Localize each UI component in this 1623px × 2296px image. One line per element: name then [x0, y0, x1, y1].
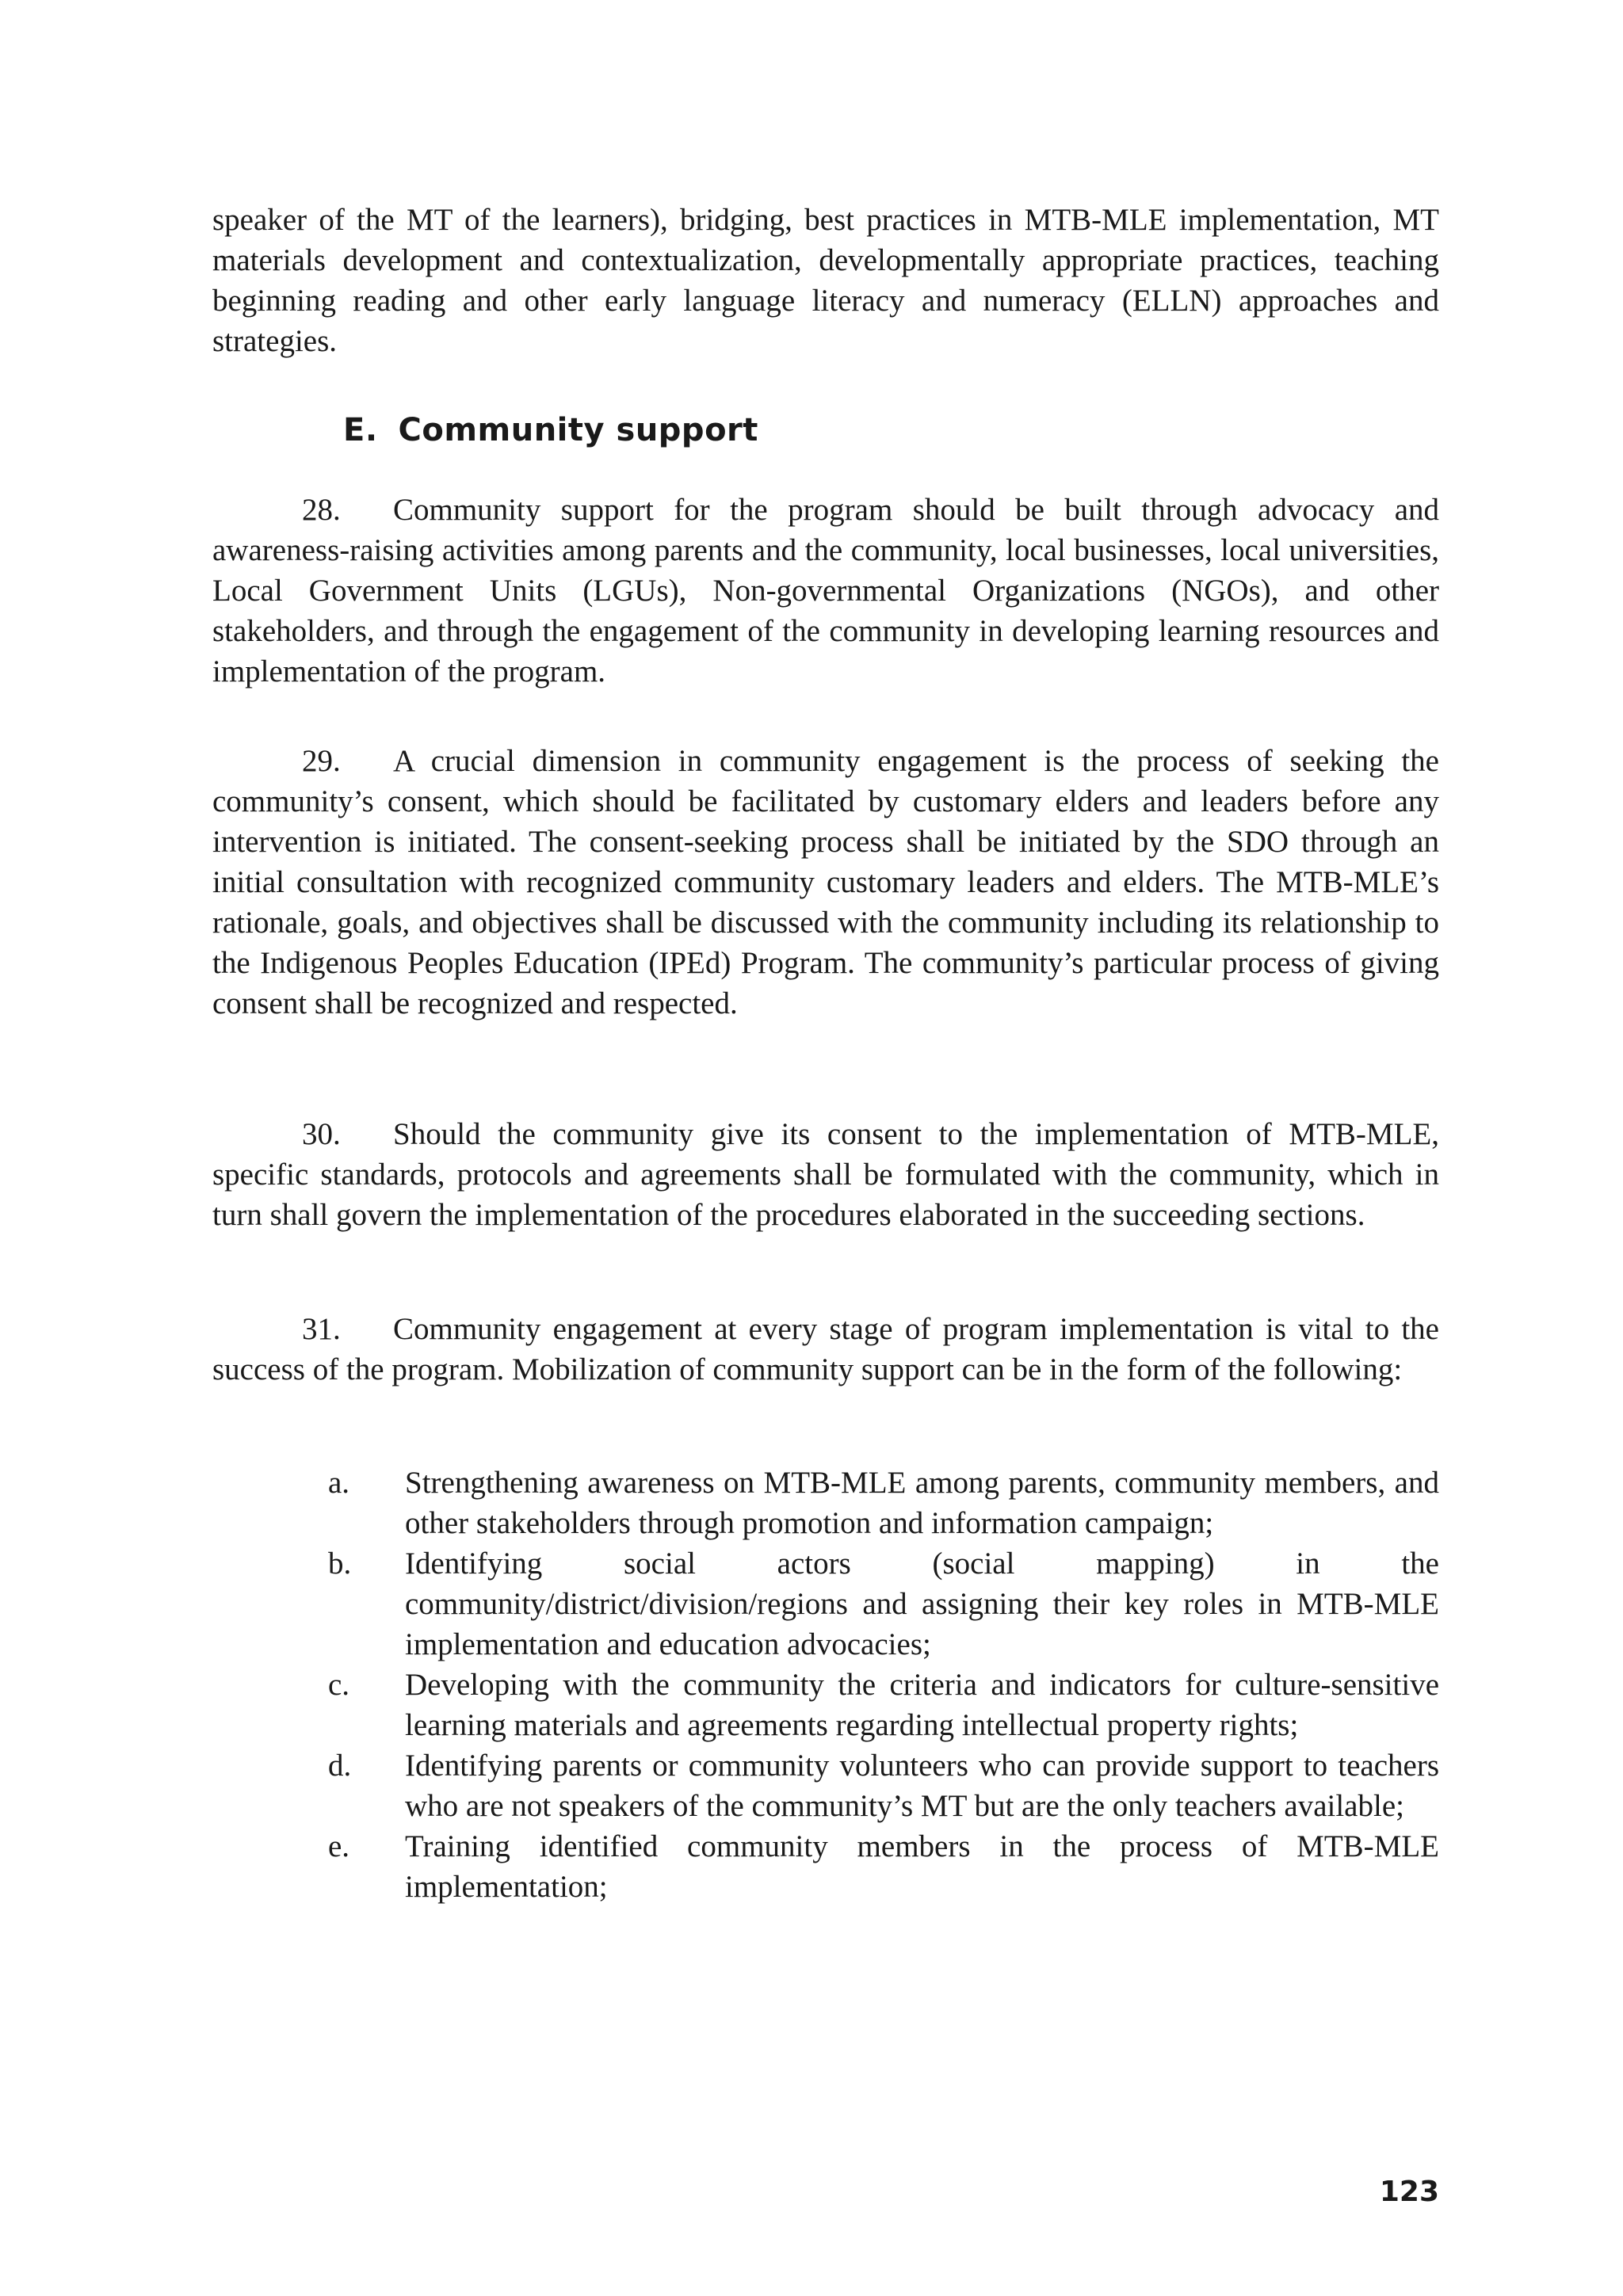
- mobilization-list: [328, 1463, 1439, 1907]
- paragraph-text: A crucial dimension in community engagement is the process of seeking the community’s consent, which should be facilitated by customary elders and leaders before any intervention is initiated. The consent-seeking process shall be initiated by the SDO through an initial consultation with recognized community customary leaders and elders. The MTB-MLE’s rationale, goals, and objectives shall be discussed with the community including its relationship to the Indigenous Peoples Education (IPEd) Program. The community’s particular process of giving consent shall be recognized and respected.: [212, 744, 1439, 1020]
- paragraph-28: [212, 490, 1439, 692]
- page-number: 123: [1379, 2176, 1439, 2208]
- paragraph-number: 29.: [302, 744, 341, 778]
- list-marker: b.: [328, 1547, 352, 1581]
- paragraph-29: [212, 741, 1439, 1024]
- list-item: [328, 1665, 1439, 1745]
- list-item-text: Training identified community members in the process of MTB-MLE implementation;: [405, 1829, 1439, 1904]
- paragraph-text: Community support for the program should be built through advocacy and awareness-raising activities among parents and the community, local businesses, local universities, Local Government Units (LGUs), Non-governmental Organizations (NGOs), and other stakeholders, and through the engagement of the community in developing learning resources and implementation of the program.: [212, 493, 1439, 688]
- section-title: Community support: [398, 412, 758, 448]
- paragraph-text: Community engagement at every stage of program implementation is vital to the success of the program. Mobilization of community support can be in the form of the following:: [212, 1312, 1439, 1386]
- paragraph-30: [212, 1114, 1439, 1235]
- intro-paragraph: speaker of the MT of the learners), bridging, best practices in MTB-MLE implementation, MT materials development and contextualization, developmentally appropriate practices, teaching beginning reading and other early language literacy and numeracy (ELLN) approaches and strategies.: [212, 203, 1439, 358]
- paragraph-number: 31.: [302, 1312, 341, 1346]
- paragraph-number: 28.: [302, 493, 341, 527]
- list-marker: d.: [328, 1749, 352, 1783]
- list-item-text: Identifying social actors (social mapping) in the community/district/division/regions and assigning their key roles in MTB-MLE implementation and education advocacies;: [405, 1547, 1439, 1661]
- list-item-text: Strengthening awareness on MTB-MLE among parents, community members, and other stakeholders through promotion and information campaign;: [405, 1466, 1439, 1540]
- list-item: [328, 1826, 1439, 1907]
- list-marker: e.: [328, 1829, 350, 1863]
- section-letter: E.: [343, 412, 378, 448]
- paragraph-number: 30.: [302, 1117, 341, 1151]
- list-item-text: Identifying parents or community volunteers who can provide support to teachers who are not speakers of the community’s MT but are the only teachers available;: [405, 1749, 1439, 1823]
- list-item: [328, 1543, 1439, 1665]
- paragraph-31: [212, 1309, 1439, 1390]
- list-marker: a.: [328, 1466, 350, 1500]
- section-heading: [343, 412, 758, 448]
- list-item: [328, 1745, 1439, 1826]
- paragraph-text: Should the community give its consent to the implementation of MTB-MLE, specific standards, protocols and agreements shall be formulated with the community, which in turn shall govern the implementation of the procedures elaborated in the succeeding sections.: [212, 1117, 1439, 1232]
- list-marker: c.: [328, 1668, 350, 1702]
- list-item-text: Developing with the community the criteria and indicators for culture-sensitive learning materials and agreements regarding intellectual property rights;: [405, 1668, 1439, 1742]
- list-item: [328, 1463, 1439, 1543]
